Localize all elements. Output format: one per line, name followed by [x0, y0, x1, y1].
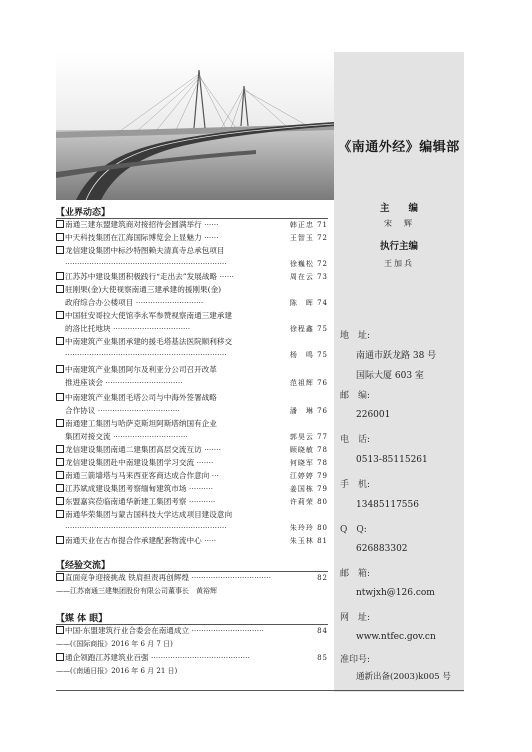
- checkbox-icon: [56, 233, 64, 241]
- exec-editor-heading: 执行主编: [379, 241, 418, 252]
- toc-entry-continued[interactable]: ··································································· 杨 鸣 75: [65, 350, 328, 359]
- toc-entry[interactable]: 龙信建设集团赴中南建设集团学习交流 ······· 何晓军 78: [56, 458, 328, 468]
- toc-entry[interactable]: 江苏斌成建设集团考察缅甸建筑市场 ·········· 姜国栋 79: [56, 484, 328, 494]
- page-bottom-rule: [56, 690, 464, 691]
- toc-entry[interactable]: 中南建筑产业集团承建的援毛塔基法医院顺利移交: [56, 337, 328, 347]
- toc-entry-continued[interactable]: 合作协议 ·································· 潘 琳 76: [65, 406, 328, 415]
- exec-editor-name: 王加兵: [384, 259, 414, 268]
- mobile-value: 13485117556: [356, 500, 419, 510]
- toc-entry-source: ——(《国际商报》2016 年 6 月 7 日): [56, 640, 173, 648]
- checkbox-icon: [56, 220, 64, 228]
- section-rule: [56, 571, 328, 572]
- toc-entry-continued[interactable]: 的洛比托地块 ································ 徐程鑫 75: [65, 324, 328, 333]
- checkbox-icon: [56, 445, 64, 453]
- bridge-illustration: [56, 52, 334, 200]
- toc-entry[interactable]: 江苏苏中建设集团积极践行“走出去”发展战略 ······ 周在云 73: [56, 272, 328, 282]
- toc-entry-continued[interactable]: ··································································· 朱玲玲 80: [65, 523, 328, 532]
- address-line-1: 南通市跃龙路 38 号: [356, 351, 437, 361]
- editor-heading: 主 编: [379, 203, 418, 214]
- section-title-media: 【媒 体 眼】: [56, 614, 108, 624]
- toc-entry[interactable]: 东盟嘉宾莅临南通华新建工集团考察 ··········· 许莉荣 80: [56, 497, 328, 507]
- email-label: 邮 箱:: [340, 569, 371, 579]
- toc-entry[interactable]: 南通建工集团与哈萨克斯坦阿斯塔纳国有企业: [56, 419, 328, 429]
- mobile-label: 手 机:: [340, 480, 371, 490]
- editor-name: 宋 辉: [384, 219, 414, 228]
- toc-entry[interactable]: 通企领跑江苏建筑业百强 ········································· 85: [56, 653, 328, 663]
- checkbox-icon: [56, 510, 64, 518]
- toc-entry[interactable]: 南通天业在古布提合作承建配套物流中心 ····· 朱玉林 81: [56, 536, 328, 546]
- checkbox-icon: [56, 337, 64, 345]
- editorial-panel: [334, 52, 464, 692]
- toc-entry[interactable]: 中南建筑产业集团阿尔及利亚分公司召开改革: [56, 365, 328, 375]
- email-value: ntwjxh@126.com: [356, 588, 435, 598]
- checkbox-icon: [56, 272, 64, 280]
- permit-value: 通新出备(2003)k005 号: [356, 672, 451, 682]
- checkbox-icon: [56, 497, 64, 505]
- checkbox-icon: [56, 471, 64, 479]
- toc-entry-continued[interactable]: 集团对接交流 ······························· 郭昊云 77: [65, 432, 328, 441]
- checkbox-icon: [56, 653, 64, 661]
- permit-label: 准印号:: [340, 655, 371, 665]
- checkbox-icon: [56, 573, 64, 581]
- checkbox-icon: [56, 285, 64, 293]
- website-value: www.ntfec.gov.cn: [356, 632, 436, 642]
- checkbox-icon: [56, 393, 64, 401]
- qq-label: Q Q:: [340, 525, 367, 535]
- address-line-2: 国际大厦 603 室: [356, 371, 424, 381]
- bridge-photo: [56, 52, 334, 200]
- postcode-label: 邮 编:: [340, 391, 371, 401]
- phone-value: 0513-85115261: [356, 455, 428, 465]
- toc-entry-continued[interactable]: 推进座谈会 ································ 范祖辉 76: [65, 378, 328, 387]
- toc-entry[interactable]: 龙信建设集团南通二建集团高层交流互访 ······· 顾晓敏 78: [56, 445, 328, 455]
- section-rule: [56, 218, 328, 219]
- checkbox-icon: [56, 626, 64, 634]
- checkbox-icon: [56, 365, 64, 373]
- editorial-title: 《南通外经》编辑部: [338, 140, 460, 155]
- toc-entry[interactable]: 中天科技集团在江海国际博览会上显魅力 ······ 王智玉 72: [56, 233, 328, 243]
- toc-entry-source: ——(《南通日报》2016 年 6 月 21 日): [56, 667, 178, 675]
- checkbox-icon: [56, 458, 64, 466]
- toc-entry[interactable]: 龙信建设集团中标沙特图赖夫清真寺总承包项目: [56, 246, 328, 256]
- address-label: 地 址:: [340, 331, 371, 341]
- website-label: 网 址:: [340, 613, 371, 623]
- qq-value: 626883302: [356, 544, 408, 554]
- checkbox-icon: [56, 484, 64, 492]
- toc-entry[interactable]: 中国驻安哥拉大使馆李永军参赞视察南通三建承建: [56, 311, 328, 321]
- checkbox-icon: [56, 536, 64, 544]
- toc-entry[interactable]: 南通华荣集团与蒙古国科技大学达成项目建设意向: [56, 510, 328, 520]
- toc-entry[interactable]: 中国-东盟建筑行业合委会在南通成立 ······························ 84: [56, 626, 328, 636]
- checkbox-icon: [56, 419, 64, 427]
- postcode-value: 226001: [356, 410, 391, 420]
- toc-entry[interactable]: 南通三箭墙塔与马来西亚客商达成合作意向 ··· 江婷婷 79: [56, 471, 328, 481]
- toc-entry[interactable]: 驻刚果(金)大使视察南通三建承建的援刚果(金): [56, 285, 328, 295]
- section-title-experience: 【经验交流】: [56, 561, 111, 571]
- toc-entry[interactable]: 直面竞争迎接挑战 铁肩担责再创辉煌 ································· 82: [56, 573, 328, 583]
- toc-entry-continued[interactable]: 政府综合办公楼项目 ···························· 陈 晖 74: [65, 298, 328, 307]
- toc-entry-continued[interactable]: ··································································· 徐巍松 72: [65, 259, 328, 268]
- checkbox-icon: [56, 311, 64, 319]
- phone-label: 电 话:: [340, 435, 371, 445]
- section-title-industry-news: 【业界动态】: [56, 208, 111, 218]
- toc-entry-byline: ——江苏南通三建集团股份有限公司董事长 黄裕辉: [56, 587, 217, 595]
- checkbox-icon: [56, 246, 64, 254]
- section-rule: [56, 624, 328, 625]
- toc-entry[interactable]: 南通三建东盟建筑商对接招待会圆满举行 ······ 韩正忠 71: [56, 220, 328, 230]
- toc-entry[interactable]: 中南建筑产业集团毛塔公司与中海外签署战略: [56, 393, 328, 403]
